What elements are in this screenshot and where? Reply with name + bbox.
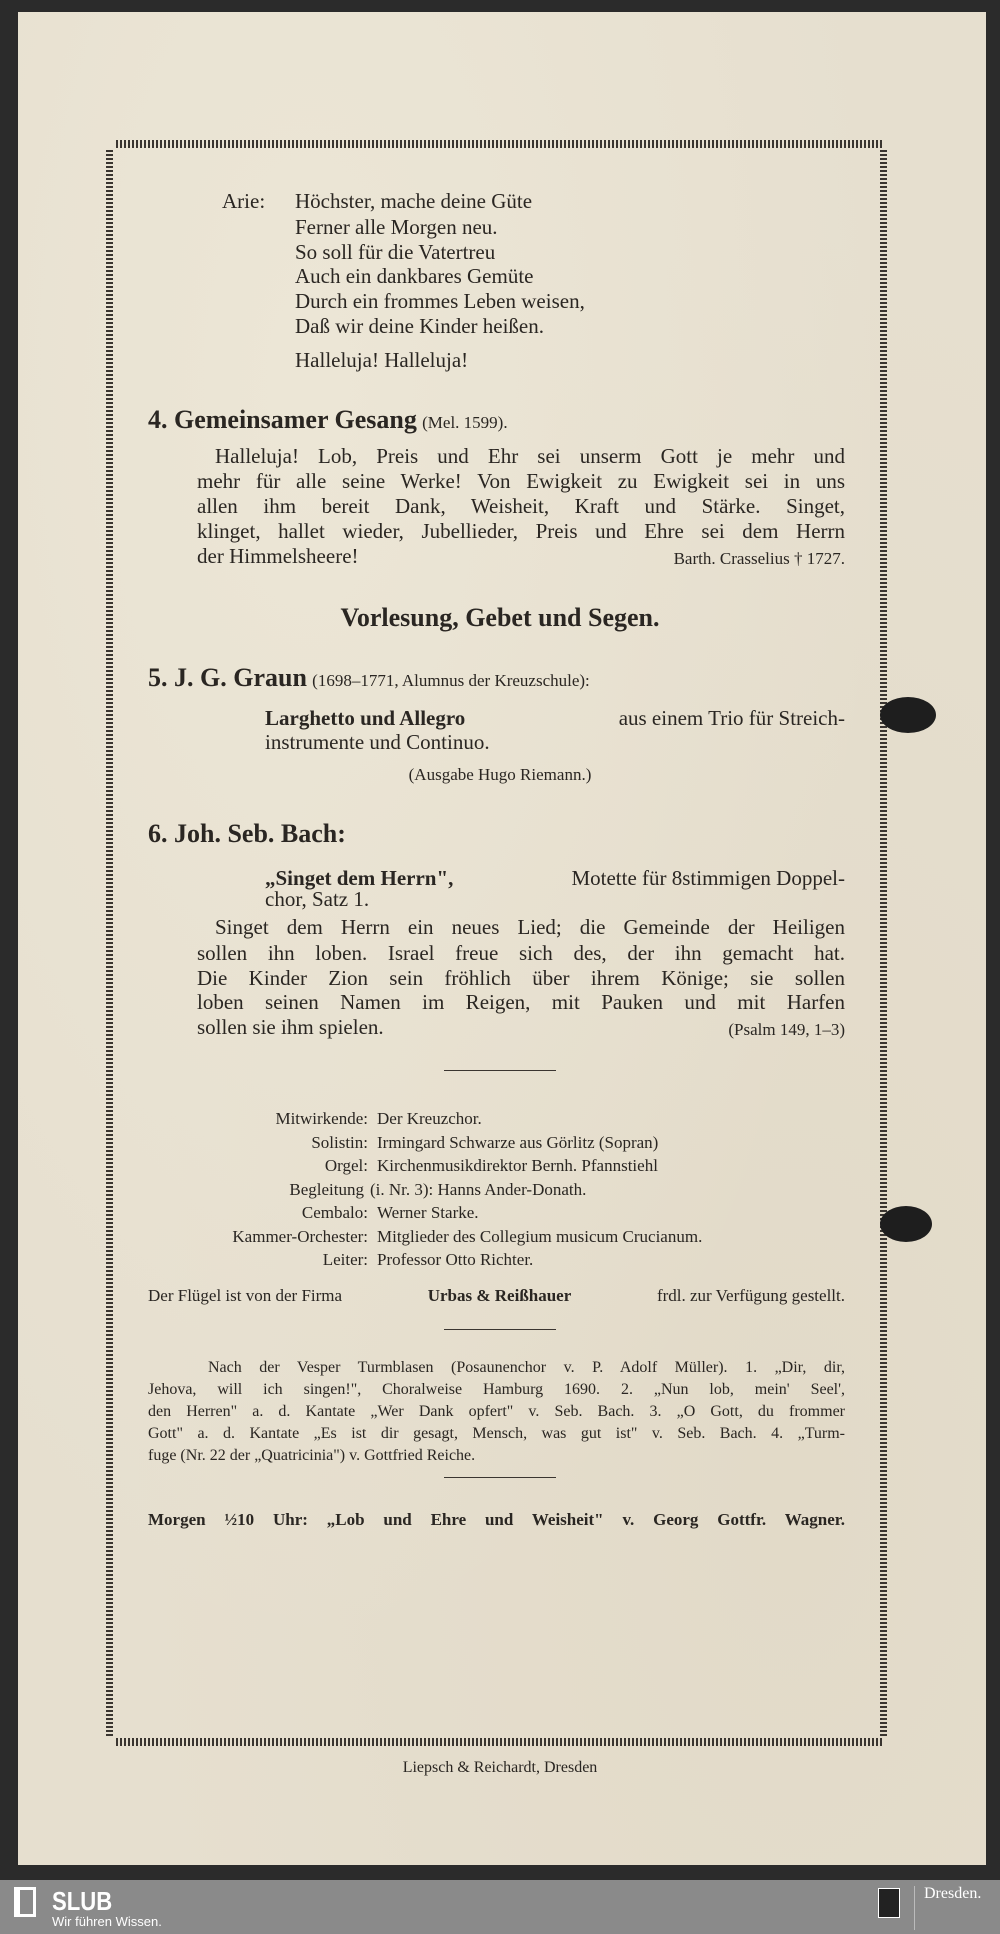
credit-value: Der Kreuzchor. — [377, 1109, 482, 1128]
arie-line: Durch ein frommes Leben weisen, — [295, 289, 585, 313]
credit-label: Mitwirkende: — [275, 1109, 368, 1128]
divider — [444, 1070, 556, 1071]
item4-line: mehr für alle seine Werke! Von Ewigkeit zu Ewigkeit sei in uns — [197, 469, 845, 493]
turmblasen-line: Nach der Vesper Turmblasen (Posaunenchor v. P. Adolf Müller). 1. „Dir, dir, — [208, 1359, 845, 1376]
morgen-note: Morgen ½10 Uhr: „Lob und Ehre und Weisheit" v. Georg Gottfr. Wagner. — [148, 1510, 845, 1529]
credit-value: Irmingard Schwarze aus Görlitz (Sopran) — [377, 1133, 659, 1152]
item6-line: Singet dem Herrn ein neues Lied; die Gemeinde der Heiligen — [215, 915, 845, 939]
item6-line2: chor, Satz 1. — [265, 887, 370, 911]
item5-note: (1698–1771, Alumnus der Kreuzschule): — [312, 671, 590, 690]
item6-line: sollen sie ihm spielen. — [197, 1015, 384, 1039]
fluegel-note — [148, 1284, 845, 1308]
item5-line1 — [265, 706, 845, 730]
fluegel-firm: Urbas & Reißhauer — [427, 1286, 572, 1305]
item4-line: der Himmelsheere! — [197, 544, 359, 568]
arie-halleluja: Halleluja! Halleluja! — [295, 348, 469, 372]
item6-title: „Singet dem Herrn", — [265, 866, 454, 890]
credit-label: Orgel: — [324, 1156, 368, 1175]
item5-line2: instrumente und Continuo. — [265, 730, 490, 754]
credit-label: Kammer-Orchester: — [232, 1227, 368, 1246]
dresden-crest-icon — [878, 1888, 900, 1918]
credit-value: (i. Nr. 3): Hanns Ander-Donath. — [370, 1180, 587, 1199]
slub-logo[interactable]: SLUB — [52, 1886, 113, 1916]
item5-heading: 5. J. G. Graun — [148, 663, 307, 692]
divider — [444, 1477, 556, 1478]
item6-line: loben seinen Namen im Reigen, mit Pauken und mit Harfen — [197, 990, 845, 1014]
vorlesung-heading: Vorlesung, Gebet und Segen. — [340, 603, 660, 632]
credit-label: Cembalo: — [301, 1203, 368, 1222]
arie-line: Höchster, mache deine Güte — [295, 189, 533, 213]
turmblasen-line: Gott" a. d. Kantate „Es ist dir gesagt, Mensch, was gut ist" v. Seb. Bach. 4. „Turm- — [148, 1425, 845, 1442]
printer-credit: Liepsch & Reichardt, Dresden — [402, 1759, 598, 1776]
item4-line: klinget, hallet wieder, Jubellieder, Preis und Ehre sei dem Herrn — [197, 519, 845, 543]
item6-line: Die Kinder Zion sein fröhlich über ihrem Könige; sie sollen — [197, 966, 845, 990]
credit-label: Leiter: — [322, 1250, 368, 1269]
frame-right — [880, 150, 887, 1738]
item5-heading-row — [148, 663, 590, 693]
credit-value: Mitglieder des Collegium musicum Crucianum. — [377, 1227, 703, 1246]
book-icon — [14, 1887, 36, 1917]
turmblasen-line: Jehova, will ich singen!", Choralweise Hamburg 1690. 2. „Nun lob, mein' Seel', — [148, 1381, 845, 1398]
item4-line: Halleluja! Lob, Preis und Ehr sei unserm Gott je mehr und — [215, 444, 845, 468]
item6-heading: 6. Joh. Seb. Bach: — [148, 819, 346, 848]
arie-label: Arie: — [222, 189, 266, 213]
turmblasen-line: den Herren" a. d. Kantate „Wer Dank opfert" v. Seb. Bach. 3. „O Gott, du frommer — [148, 1403, 845, 1420]
punch-hole-mark — [880, 697, 936, 733]
item5-line1-rest: aus einem Trio für Streich- — [618, 706, 845, 730]
fluegel-pre: Der Flügel ist von der Firma — [148, 1286, 343, 1305]
credit-value: Werner Starke. — [377, 1203, 479, 1222]
arie-line: Ferner alle Morgen neu. — [295, 215, 498, 239]
credit-label: Solistin: — [311, 1133, 368, 1152]
fluegel-post: frdl. zur Verfügung gestellt. — [656, 1286, 845, 1305]
frame-top — [116, 140, 884, 148]
credit-label: Begleitung — [289, 1180, 364, 1199]
item6-source: (Psalm 149, 1–3) — [728, 1020, 845, 1039]
item4-note: (Mel. 1599). — [422, 413, 508, 432]
item5-edition: (Ausgabe Hugo Riemann.) — [408, 765, 592, 784]
item5-title: Larghetto und Allegro — [265, 706, 466, 730]
item6-line: sollen ihn loben. Israel freue sich des, der ihn gemacht hat. — [197, 941, 845, 965]
footer-separator — [914, 1886, 915, 1930]
arie-line: Daß wir deine Kinder heißen. — [295, 314, 544, 338]
item4-heading: 4. Gemeinsamer Gesang — [148, 405, 417, 434]
punch-hole-mark — [880, 1206, 932, 1242]
item6-line1-rest: Motette für 8stimmigen Doppel- — [571, 866, 845, 890]
turmblasen-line: fuge (Nr. 22 der „Quatricinia") v. Gottfried Reiche. — [148, 1447, 476, 1464]
slub-tagline: Wir führen Wissen. — [52, 1914, 162, 1929]
item4-heading-row — [148, 405, 508, 435]
credit-value: Professor Otto Richter. — [377, 1250, 534, 1269]
credit-value: Kirchenmusikdirektor Bernh. Pfannstiehl — [377, 1156, 658, 1175]
frame-bottom — [116, 1738, 884, 1746]
arie-line: Auch ein dankbares Gemüte — [295, 264, 534, 288]
divider — [444, 1329, 556, 1330]
frame-left — [106, 150, 113, 1738]
item4-author: Barth. Crasselius † 1727. — [673, 549, 845, 568]
arie-line: So soll für die Vatertreu — [295, 240, 496, 264]
item4-line: allen ihm bereit Dank, Weisheit, Kraft und Stärke. Singet, — [197, 494, 845, 518]
dresden-logo[interactable]: Dresden. — [924, 1885, 982, 1902]
